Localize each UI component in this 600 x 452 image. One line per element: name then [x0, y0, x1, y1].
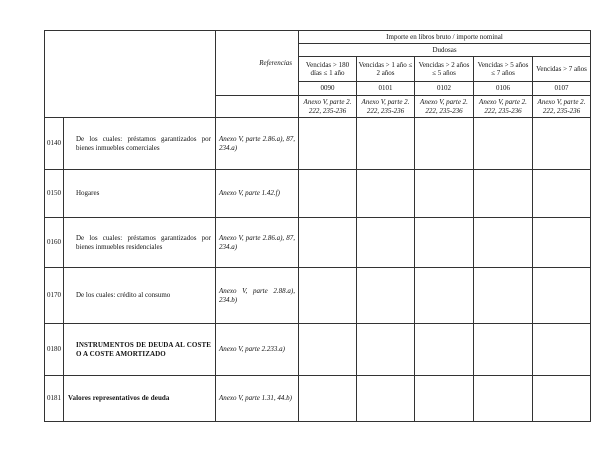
column-label: Vencidas > 180 días ≤ 1 año — [299, 57, 357, 82]
row-reference: Anexo V, parte 1.31, 44.b) — [216, 376, 299, 422]
header-ref-blank — [216, 96, 299, 118]
value-cell[interactable] — [474, 170, 533, 218]
row-code: 0181 — [45, 376, 64, 422]
value-cell[interactable] — [474, 268, 533, 324]
value-cell[interactable] — [299, 268, 357, 324]
value-cell[interactable] — [533, 170, 591, 218]
column-label: Vencidas > 1 año ≤ 2 años — [357, 57, 415, 82]
column-annex: Anexo V, parte 2. 222, 235-236 — [299, 96, 357, 118]
header-referencias: Referencias — [216, 31, 299, 96]
table-row — [45, 170, 591, 218]
value-cell[interactable] — [533, 324, 591, 376]
value-cell[interactable] — [474, 218, 533, 268]
column-annex: Anexo V, parte 2. 222, 235-236 — [415, 96, 474, 118]
column-annex: Anexo V, parte 2. 222, 235-236 — [533, 96, 591, 118]
data-table — [44, 30, 591, 422]
value-cell[interactable] — [474, 324, 533, 376]
table-row — [45, 118, 591, 170]
header-importe: Importe en libros bruto / importe nominal — [299, 31, 591, 44]
row-reference: Anexo V, parte 2.86.a), 87, 234.a) — [216, 118, 299, 170]
value-cell[interactable] — [357, 324, 415, 376]
value-cell[interactable] — [415, 218, 474, 268]
value-cell[interactable] — [357, 268, 415, 324]
value-cell[interactable] — [533, 268, 591, 324]
row-label: De los cuales: préstamos garantizados por bienes inmuebles residenciales — [64, 218, 216, 268]
row-code: 0160 — [45, 218, 64, 268]
row-reference: Anexo V, parte 2.233.a) — [216, 324, 299, 376]
value-cell[interactable] — [474, 376, 533, 422]
table-row — [45, 268, 591, 324]
table-row — [45, 324, 591, 376]
row-reference: Anexo V, parte 2.88.a), 234.b) — [216, 268, 299, 324]
column-code: 0090 — [299, 82, 357, 96]
row-code: 0150 — [45, 170, 64, 218]
column-label: Vencidas > 2 años ≤ 5 años — [415, 57, 474, 82]
value-cell[interactable] — [533, 218, 591, 268]
value-cell[interactable] — [299, 170, 357, 218]
column-label: Vencidas > 5 años ≤ 7 años — [474, 57, 533, 82]
row-label: Valores representativos de deuda — [64, 376, 216, 422]
value-cell[interactable] — [299, 376, 357, 422]
table-row — [45, 376, 591, 422]
column-code: 0106 — [474, 82, 533, 96]
value-cell[interactable] — [299, 118, 357, 170]
column-code: 0107 — [533, 82, 591, 96]
row-label: INSTRUMENTOS DE DEUDA AL COSTE O A COSTE AMORTIZADO — [64, 324, 216, 376]
row-code: 0180 — [45, 324, 64, 376]
header-blank — [45, 31, 216, 118]
value-cell[interactable] — [299, 218, 357, 268]
value-cell[interactable] — [415, 324, 474, 376]
column-annex: Anexo V, parte 2. 222, 235-236 — [474, 96, 533, 118]
value-cell[interactable] — [357, 118, 415, 170]
row-code: 0170 — [45, 268, 64, 324]
column-code: 0102 — [415, 82, 474, 96]
value-cell[interactable] — [357, 376, 415, 422]
value-cell[interactable] — [533, 376, 591, 422]
row-reference: Anexo V, parte 1.42.f) — [216, 170, 299, 218]
value-cell[interactable] — [474, 118, 533, 170]
table-row — [45, 218, 591, 268]
column-code: 0101 — [357, 82, 415, 96]
row-code: 0140 — [45, 118, 64, 170]
column-label: Vencidas > 7 años — [533, 57, 591, 82]
column-annex: Anexo V, parte 2. 222, 235-236 — [357, 96, 415, 118]
value-cell[interactable] — [415, 376, 474, 422]
row-reference: Anexo V, parte 2.86.a), 87, 234.a) — [216, 218, 299, 268]
value-cell[interactable] — [533, 118, 591, 170]
value-cell[interactable] — [357, 170, 415, 218]
header-dudosas: Dudosas — [299, 44, 591, 57]
header-row-1 — [45, 31, 591, 44]
value-cell[interactable] — [299, 324, 357, 376]
value-cell[interactable] — [415, 118, 474, 170]
row-label: De los cuales: crédito al consumo — [64, 268, 216, 324]
value-cell[interactable] — [415, 170, 474, 218]
row-label: De los cuales: préstamos garantizados por bienes inmuebles comerciales — [64, 118, 216, 170]
row-label: Hogares — [64, 170, 216, 218]
value-cell[interactable] — [357, 218, 415, 268]
value-cell[interactable] — [415, 268, 474, 324]
